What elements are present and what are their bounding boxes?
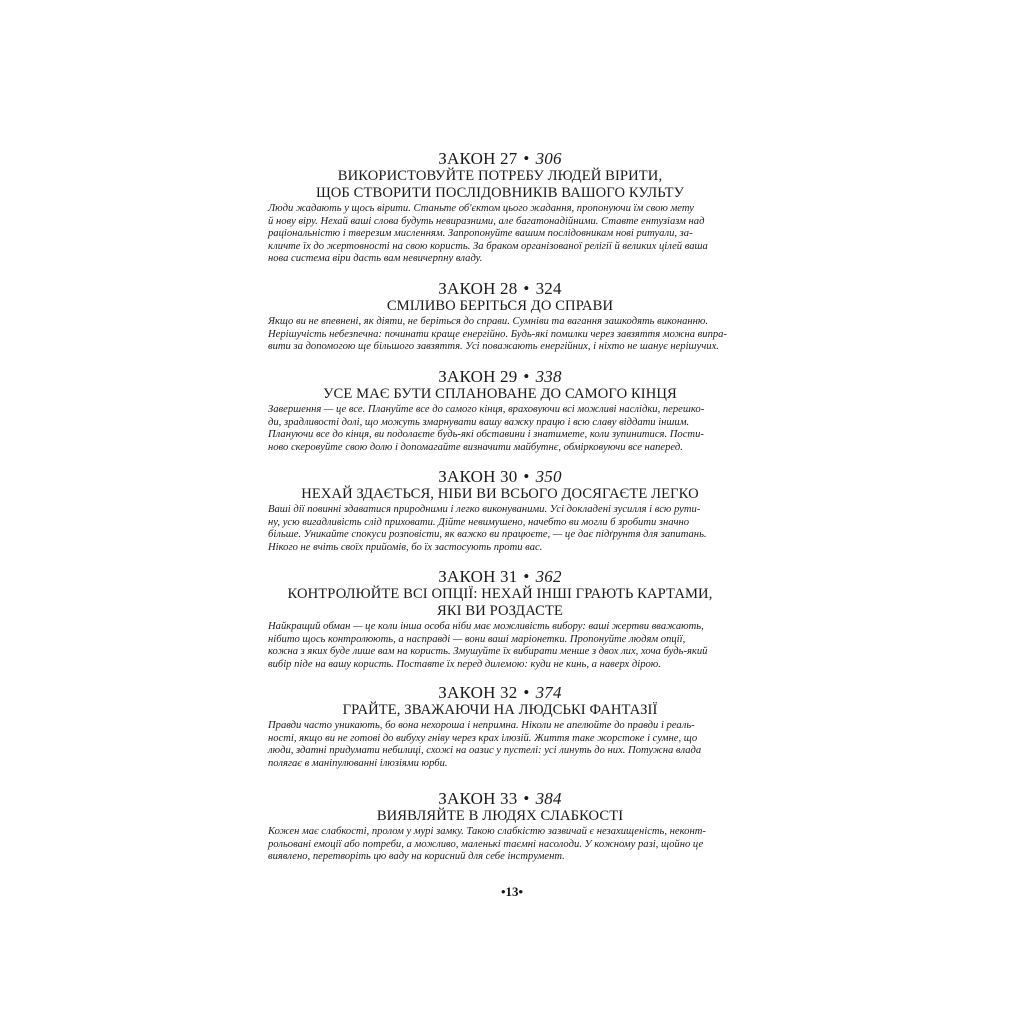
law-heading xyxy=(268,368,732,386)
law-28 xyxy=(268,280,732,354)
law-30 xyxy=(268,468,732,554)
law-summary xyxy=(268,621,732,671)
page-number: 306 xyxy=(535,149,562,168)
summary-line: раціональністю і тверезим мисленням. Запропонуйте вашим послідовникам нові ритуали, за- xyxy=(268,228,693,240)
law-heading xyxy=(268,150,732,168)
law-label: ЗАКОН 27 xyxy=(438,149,518,168)
summary-line: Нікого не вчіть своїх прийомів, бо їх застосують проти вас. xyxy=(268,541,543,553)
law-title xyxy=(268,586,732,620)
page-number: 350 xyxy=(535,467,562,486)
summary-line: кличте їх до жертовності на свою користь. За браком організованої релігії й великих цілей ваша xyxy=(268,240,708,252)
summary-line: Завершення — це все. Плануйте все до самого кінця, враховуючи всі можливі наслідки, перешко- xyxy=(268,404,705,415)
law-title-line: ВИКОРИСТОВУЙТЕ ПОТРЕБУ ЛЮДЕЙ ВІРИТИ, xyxy=(337,168,663,184)
summary-line: Плануючи все до кінця, ви подолаєте будь-які обставини і знатимете, коли зупинитися. Пости- xyxy=(268,429,704,441)
law-heading xyxy=(268,280,732,298)
law-title-line: ЩОБ СТВОРИТИ ПОСЛІДОВНИКІВ ВАШОГО КУЛЬТУ xyxy=(315,185,685,201)
law-label: ЗАКОН 30 xyxy=(438,467,518,486)
law-title-line: КОНТРОЛЮЙТЕ ВСІ ОПЦІЇ: НЕХАЙ ІНШІ ГРАЮТЬ КАРТАМИ, xyxy=(287,586,713,602)
law-heading xyxy=(268,468,732,486)
summary-line: ності, якщо ви не готові до вибуху гніву через крах ілюзій. Життя таке жорстоке і сумне, що xyxy=(268,732,698,744)
summary-line: нова система віри дасть вам невичерпну владу. xyxy=(268,253,483,265)
law-29 xyxy=(268,368,732,454)
summary-line: кожна з яких буде лише вам на користь. Змушуйте їх вибирати менше з двох лих, хоча будь-який xyxy=(268,646,708,658)
page-number-footer: •13• xyxy=(500,884,524,899)
law-title-line: УСЕ МАЄ БУТИ СПЛАНОВАНЕ ДО САМОГО КІНЦЯ xyxy=(323,386,677,402)
bullet-icon: • xyxy=(523,367,530,386)
summary-line: рольовані емоції або потреби, а можливо, маленькі таємні насолоди. У кожному разі, щойно це xyxy=(268,838,704,850)
summary-line: Найкращий обман — це коли інша особа ніби має можливість вибору: ваші жертви вважають, xyxy=(268,621,704,632)
law-title xyxy=(268,298,732,315)
law-33 xyxy=(268,790,732,864)
law-title xyxy=(268,702,732,719)
law-title xyxy=(268,386,732,403)
bullet-icon: • xyxy=(523,149,530,168)
summary-line: ново скеровуйте свою долю і допомагайте визначити майбутнє, обмірковуючи все наперед. xyxy=(268,441,683,453)
law-summary xyxy=(268,316,732,354)
law-summary xyxy=(268,404,732,454)
summary-line: й нову віру. Нехай ваші слова будуть невиразними, але багатонадійними. Ставте ентузіазм над xyxy=(268,215,705,227)
summary-line: ди, зрадливості долі, що можуть змарнувати вашу важку працю і всю славу віддати іншим. xyxy=(268,416,690,428)
page-number: 338 xyxy=(535,367,562,386)
page-number: 324 xyxy=(535,279,562,298)
law-summary xyxy=(268,826,732,864)
bullet-icon: • xyxy=(523,279,530,298)
summary-line: Ваші дії повинні здаватися природними і легко виконуваними. Усі докладені зусилля і всю рути- xyxy=(268,504,701,515)
law-label: ЗАКОН 32 xyxy=(438,683,518,702)
law-label: ЗАКОН 29 xyxy=(438,367,518,386)
page-number: 374 xyxy=(535,683,562,702)
summary-line: ну, усю вигадливість слід приховати. Дійте невимушено, начебто ви могли б зробити значно xyxy=(268,516,690,528)
summary-line: вити за допомогою ще більшого завзяття. Усі поважають енергійних, і ніхто не шанує нерішучих. xyxy=(268,341,719,353)
summary-line: полягає в маніпулюванні ілюзіями юрби. xyxy=(268,757,448,769)
law-title-line: ВИЯВЛЯЙТЕ В ЛЮДЯХ СЛАБКОСТІ xyxy=(376,808,624,824)
bullet-icon: • xyxy=(523,467,530,486)
law-title-line: СМІЛИВО БЕРІТЬСЯ ДО СПРАВИ xyxy=(386,298,614,314)
law-31 xyxy=(268,568,732,671)
law-label: ЗАКОН 28 xyxy=(438,279,518,298)
summary-line: Люди жадають у щось вірити. Станьте об'єктом цього жадання, пропонуючи їм свою мету xyxy=(268,203,694,214)
page-number: 384 xyxy=(535,789,562,808)
law-label: ЗАКОН 31 xyxy=(438,567,518,586)
summary-line: більше. Уникайте спокуси розповісти, як важко ви працюєте, — це дає підґрунтя для запитань. xyxy=(268,529,707,541)
summary-line: вибір піде на вашу користь. Поставте їх перед дилемою: куди не кинь, а наверх дірою. xyxy=(268,658,661,670)
bullet-icon: • xyxy=(523,683,530,702)
summary-line: нібито щось контролюють, а насправді — вони ваші маріонетки. Пропонуйте людям опції, xyxy=(268,633,686,645)
law-title-line: ЯКІ ВИ РОЗДАСТЕ xyxy=(437,603,563,619)
law-summary xyxy=(268,504,732,554)
law-summary xyxy=(268,203,732,266)
summary-line: Кожен має слабкості, пролом у мурі замку. Такою слабкістю зазвичай є незахищеність, неконт- xyxy=(268,826,706,837)
summary-line: Правди часто уникають, бо вона нехороша і непримна. Ніколи не апелюйте до правди і реаль- xyxy=(268,720,695,731)
law-title-line: ГРАЙТЕ, ЗВАЖАЮЧИ НА ЛЮДСЬКІ ФАНТАЗІЇ xyxy=(342,702,658,718)
bullet-icon: • xyxy=(523,789,530,808)
law-heading xyxy=(268,684,732,702)
law-title xyxy=(268,808,732,825)
law-label: ЗАКОН 33 xyxy=(438,789,518,808)
law-summary xyxy=(268,720,732,770)
law-title xyxy=(268,486,732,503)
summary-line: люди, здатні придумати небилиці, схожі на оазис у пустелі: усі линуть до них. Потужна влада xyxy=(268,745,702,757)
law-32 xyxy=(268,684,732,770)
page-number: 362 xyxy=(535,567,562,586)
law-heading xyxy=(268,790,732,808)
law-heading xyxy=(268,568,732,586)
law-title-line: НЕХАЙ ЗДАЄТЬСЯ, НІБИ ВИ ВСЬОГО ДОСЯГАЄТЕ ЛЕГКО xyxy=(301,486,699,502)
bullet-icon: • xyxy=(523,567,530,586)
summary-line: виявлено, перетворіть цю ваду на корисний для себе інструмент. xyxy=(268,851,565,863)
law-27 xyxy=(268,150,732,266)
summary-line: Нерішучість небезпечна: починати краще енергійно. Будь-які помилки через завзяття можна випра- xyxy=(268,328,727,340)
law-title xyxy=(268,168,732,202)
summary-line: Якщо ви не впевнені, як діяти, не беріться до справи. Сумніви та вагання зашкодять виконанню. xyxy=(268,316,709,327)
